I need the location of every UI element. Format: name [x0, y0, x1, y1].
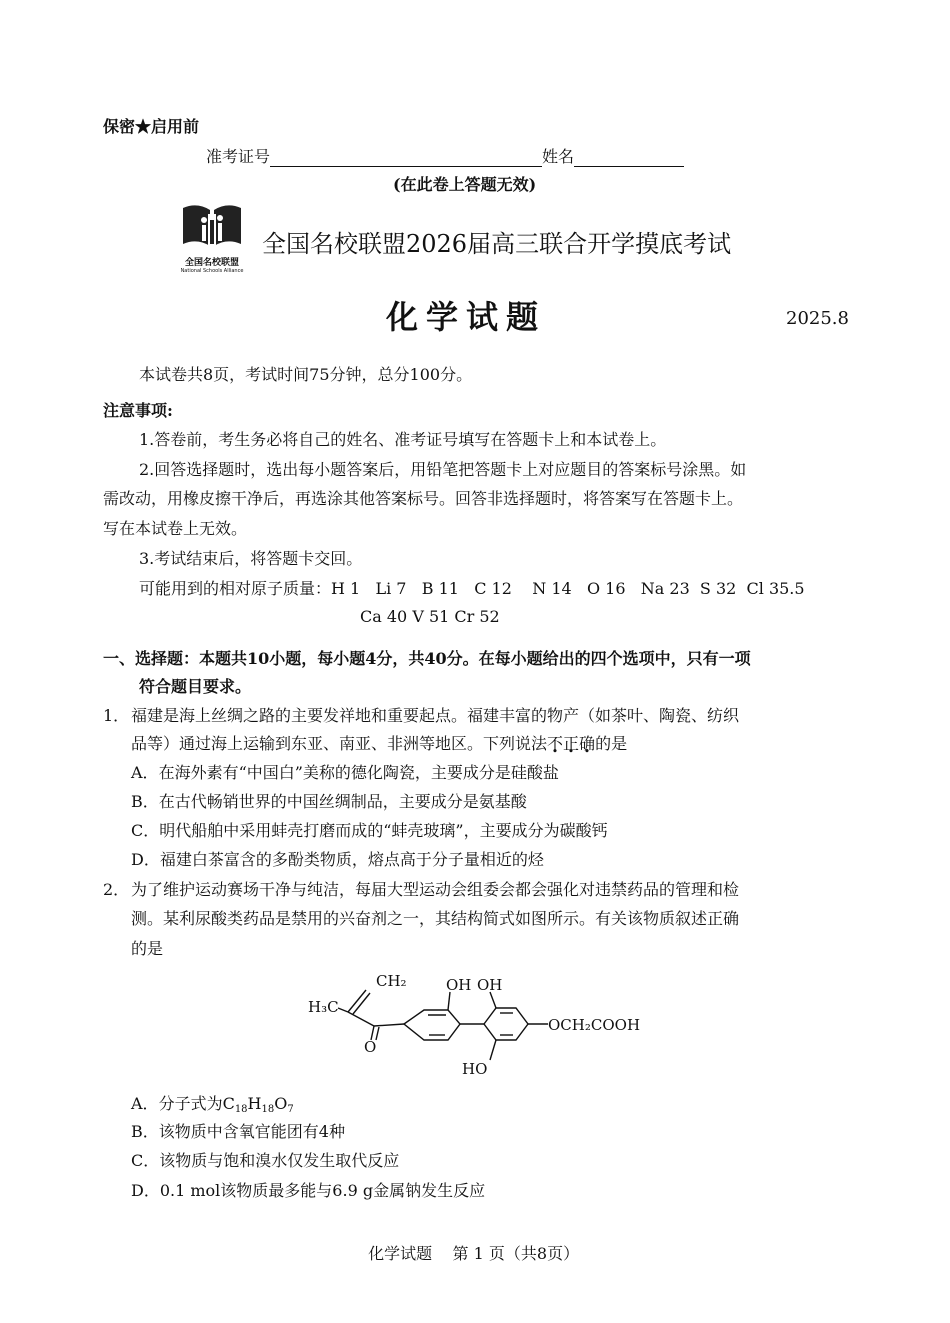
q1-stem-text: 的是: [595, 734, 628, 753]
notice-heading: 注意事项:: [103, 401, 173, 420]
subject-title: 化学试题: [386, 298, 547, 336]
q1-option-d: [131, 845, 544, 875]
q1-stem-cont: [131, 729, 627, 759]
option-label: B．: [131, 792, 159, 811]
alliance-logo: [172, 200, 252, 274]
option-label: D．: [131, 850, 160, 869]
option-label: D．: [131, 1181, 160, 1200]
option-text: 分子式为C: [158, 1094, 235, 1113]
option-label: C．: [131, 821, 160, 840]
option-text: 0.1 mol该物质最多能与6.9 g金属钠发生反应: [159, 1181, 486, 1200]
exam-id-label: 准考证号: [206, 147, 271, 166]
q1-option-b: [131, 787, 527, 817]
option-text: H: [247, 1094, 262, 1113]
notice-item: 2.回答选择题时，选出每小题答案后，用铅笔把答题卡上对应题目的答案标号涂黑。如: [139, 460, 747, 479]
emphasis-char: 不: [547, 734, 564, 753]
option-label: C．: [131, 1151, 160, 1170]
exam-id-row: [206, 144, 684, 167]
q1-option-c: [131, 816, 608, 846]
option-text: O: [274, 1094, 288, 1113]
option-text: 在海外素有“中国白”美称的德化陶瓷，主要成分是硅酸盐: [158, 763, 559, 782]
label-h3c: H₃C: [308, 998, 339, 1016]
exam-title: 全国名校联盟2026届高三联合开学摸底考试: [262, 230, 732, 258]
label-och2cooh: OCH₂COOH: [548, 1016, 641, 1034]
page-footer: [358, 1222, 579, 1264]
logo-text: 全国名校联盟: [184, 258, 239, 268]
notice-item: 写在本试卷上无效。: [103, 519, 248, 538]
notice-item: 需改动，用橡皮擦干净后，再选涂其他答案标号。回答非选择题时，将答案写在答题卡上。: [103, 489, 744, 508]
label-ho: HO: [462, 1060, 488, 1078]
name-field[interactable]: [574, 148, 684, 167]
option-text: 明代船舶中采用蚌壳打磨而成的“蚌壳玻璃”，主要成分为碳酸钙: [159, 821, 608, 840]
confidential-label: 保密★启用前: [103, 117, 200, 136]
option-label: B．: [131, 1122, 159, 1141]
footer-page-number: 第 1 页（共8页）: [452, 1244, 580, 1263]
exam-intro: 本试卷共8页，考试时间75分钟，总分100分。: [139, 365, 473, 384]
atomic-mass-line1: 可能用到的相对原子质量：H 1 Li 7 B 11 C 12 N 14 O 16 Na 23 S 32 Cl 35.5: [139, 579, 805, 598]
q1-stem-text: 品等）通过海上运输到东亚、南亚、非洲等地区。下列说法: [131, 734, 548, 753]
option-label: A．: [131, 763, 159, 782]
section1-heading: 一、选择题：本题共10小题，每小题4分，共40分。在每小题给出的四个选项中，只有一项: [103, 649, 751, 668]
q2-option-d: [131, 1176, 485, 1206]
notice-item: 3.考试结束后，将答题卡交回。: [139, 549, 363, 568]
exam-date: 2025.8: [786, 308, 849, 329]
emphasis-char: 确: [579, 734, 596, 753]
name-label: 姓名: [542, 147, 575, 166]
atomic-mass-line2: Ca 40 V 51 Cr 52: [360, 607, 500, 626]
q2-stem-cont: 的是: [131, 939, 164, 958]
q2-stem: 为了维护运动赛场干净与纯洁，每届大型运动会组委会都会强化对违禁药品的管理和检: [131, 880, 740, 899]
label-ch2: CH₂: [376, 972, 407, 990]
question-number: 1．: [103, 706, 130, 725]
exam-id-field[interactable]: [270, 148, 542, 167]
q1-stem: 福建是海上丝绸之路的主要发祥地和重要起点。福建丰富的物产（如茶叶、陶瓷、纺织: [131, 706, 740, 725]
book-icon: [179, 200, 245, 250]
q1-option-a: [131, 758, 559, 788]
logo-subtext: National Schools Alliance: [180, 268, 244, 274]
q2-stem-cont: 测。某利尿酸类药品是禁用的兴奋剂之一，其结构简式如图所示。有关该物质叙述正确: [131, 909, 740, 928]
no-answer-note: (在此卷上答题无效): [393, 175, 537, 194]
emphasis-char: 正: [563, 734, 580, 753]
option-text: 该物质中含氧官能团有4种: [158, 1122, 345, 1141]
chemical-structure: [300, 968, 660, 1080]
footer-subject: 化学试题: [368, 1244, 433, 1263]
option-text: 该物质与饱和溴水仅发生取代反应: [159, 1151, 400, 1170]
label-oh-ring2: OH: [477, 976, 503, 994]
notice-item: 1.答卷前，考生务必将自己的姓名、准考证号填写在答题卡上和本试卷上。: [139, 430, 667, 449]
question-number: 2．: [103, 880, 130, 899]
section1-heading-cont: 符合题目要求。: [139, 677, 252, 696]
label-oh-ring1: OH: [446, 976, 472, 994]
q2-option-c: [131, 1146, 399, 1176]
label-o: O: [364, 1038, 377, 1056]
subscript: 18: [261, 1104, 275, 1115]
option-text: 福建白茶富含的多酚类物质，熔点高于分子量相近的烃: [159, 850, 544, 869]
q2-option-b: [131, 1117, 345, 1147]
subscript: 18: [234, 1104, 248, 1115]
option-text: 在古代畅销世界的中国丝绸制品，主要成分是氨基酸: [158, 792, 527, 811]
subscript: 7: [287, 1104, 294, 1115]
option-label: A．: [131, 1094, 159, 1113]
